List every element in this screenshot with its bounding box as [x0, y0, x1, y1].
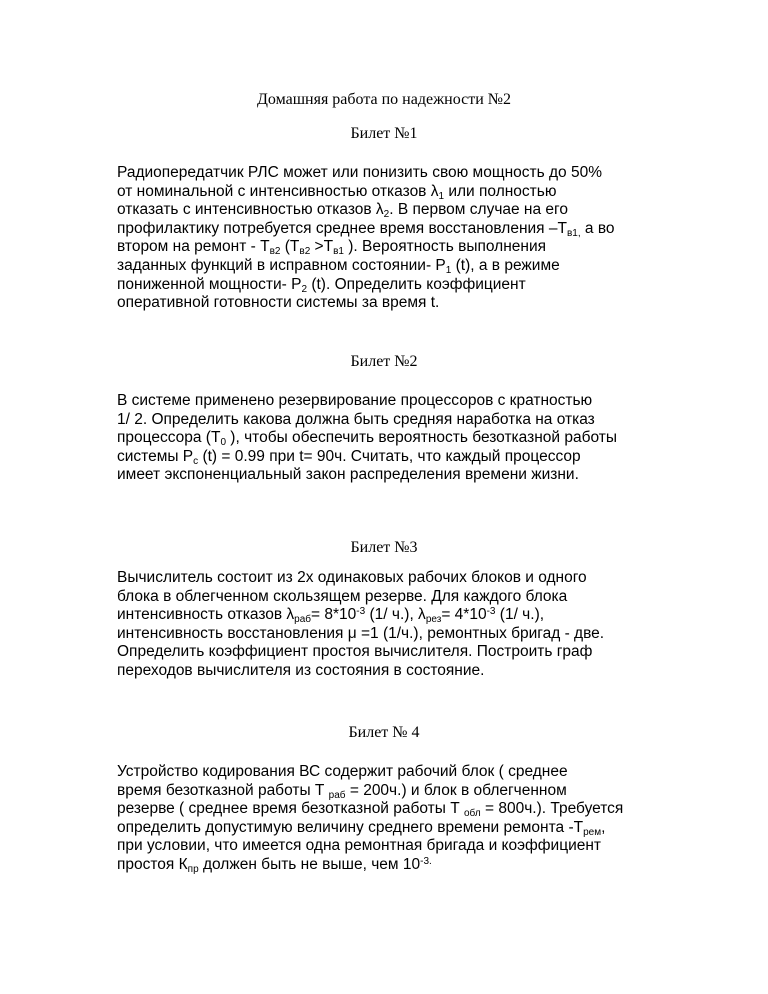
subscript: в1 [333, 246, 344, 258]
ticket-2-title: Билет №2 [350, 353, 418, 370]
text-line: процессора ($Т_0$ ), чтобы обеспечить вероятность безотказной работы [117, 429, 618, 449]
text-line: 1/ 2. Определить какова должна быть средняя наработка на отказ [117, 410, 595, 428]
text-line: Вычислитель состоит из 2х одинаковых рабочих блоков и одного [117, 569, 587, 586]
superscript: -3 [356, 606, 366, 618]
subscript: 0 [220, 437, 226, 449]
text-line: от номинальной с интенсивностью отказов $\lambda_1$ или полностью [117, 182, 557, 202]
text-line: Радиопередатчик РЛС может или понизить свою мощность до 50% [117, 164, 602, 181]
ticket-4-title: Билет № 4 [348, 724, 420, 741]
subscript: в2 [299, 246, 311, 258]
subscript: пр [187, 863, 199, 875]
ticket-3-title: Билет №3 [350, 539, 418, 556]
subscript: 2 [301, 283, 308, 295]
subscript: 1 [438, 190, 445, 202]
text-line: интенсивность восстановления μ =1 (1/ч.), ремонтных бригад - две. [117, 624, 605, 642]
text-line: системы $Р_с$ (t) = 0.99 при t= 90ч. Считать, что каждый процессор [117, 447, 581, 467]
text-line: определить допустимую величину среднего времени ремонта $-Т_{рем}$, [117, 818, 606, 838]
subscript: 2 [383, 209, 390, 221]
subscript: в2 [269, 246, 281, 258]
text-line: переходов вычислителя из состояния в состояние. [117, 661, 485, 679]
text-line: блока в облегченном скользящем резерве. Для каждого блока [117, 587, 568, 605]
subscript: рем [583, 826, 602, 838]
text-line: профилактику потребуется среднее время восстановления $-Т_{в1,}$ а во [117, 219, 615, 239]
ticket-3-text [117, 569, 717, 681]
text-line: отказать с интенсивностью отказов $\lambda_2$. В первом случае на его [117, 201, 568, 221]
subscript: рез [425, 614, 442, 626]
ticket-1-text [117, 164, 717, 313]
subscript: раб [328, 789, 346, 801]
text-line: при условии, что имеется одна ремонтная бригада и коэффициент [117, 837, 602, 855]
text-line: имеет экспоненциальный закон распределения времени жизни. [117, 466, 579, 484]
text-line: втором на ремонт - $Т_{в2}$ ($Т_{в2} >Т_{в1}$ ). Вероятность выполнения [117, 238, 547, 258]
text-line: время безотказной работы Т $_{раб}$ = 200ч.) и блок в облегченном [117, 781, 567, 801]
text-line: простоя $К_{пр}$ должен быть не выше, чем $10^{-3.}$ [117, 855, 432, 875]
text-line: резерве ( среднее время безотказной работы Т $_{обл}$ = 800ч.). Требуется [117, 800, 624, 820]
text-line: заданных функций в исправном состоянии- $Р_1$ (t), а в режиме [117, 256, 560, 276]
text-line: Определить коэффициент простоя вычислителя. Построить граф [117, 643, 593, 661]
text-line: В системе применено резервирование процессоров с кратностью [117, 392, 593, 409]
subscript: раб [294, 614, 312, 626]
text-line: пониженной мощности- $Р_2$ (t). Определить коэффициент [117, 275, 526, 295]
text-line: интенсивность отказов $\lambda_{раб}= 8*10^{-3}$ (1/ ч.), $\lambda_{рез}= 4*10^{-3}$ (1/ ч.), [117, 606, 545, 626]
text-line: Устройство кодирования ВС содержит рабочий блок ( среднее [117, 763, 568, 780]
subscript: с [193, 455, 199, 467]
superscript: -3 [486, 606, 496, 618]
text-line: оперативной готовности системы за время t. [117, 294, 440, 312]
document-heading: Домашняя работа по надежности №2 [256, 91, 512, 108]
ticket-4-text [117, 763, 717, 875]
subscript: обл [464, 808, 481, 820]
subscript: 1 [445, 264, 452, 276]
subscript: в1, [566, 227, 581, 239]
superscript: -3. [420, 855, 432, 867]
ticket-1-title: Билет №1 [350, 125, 418, 142]
ticket-2-text [117, 392, 717, 485]
